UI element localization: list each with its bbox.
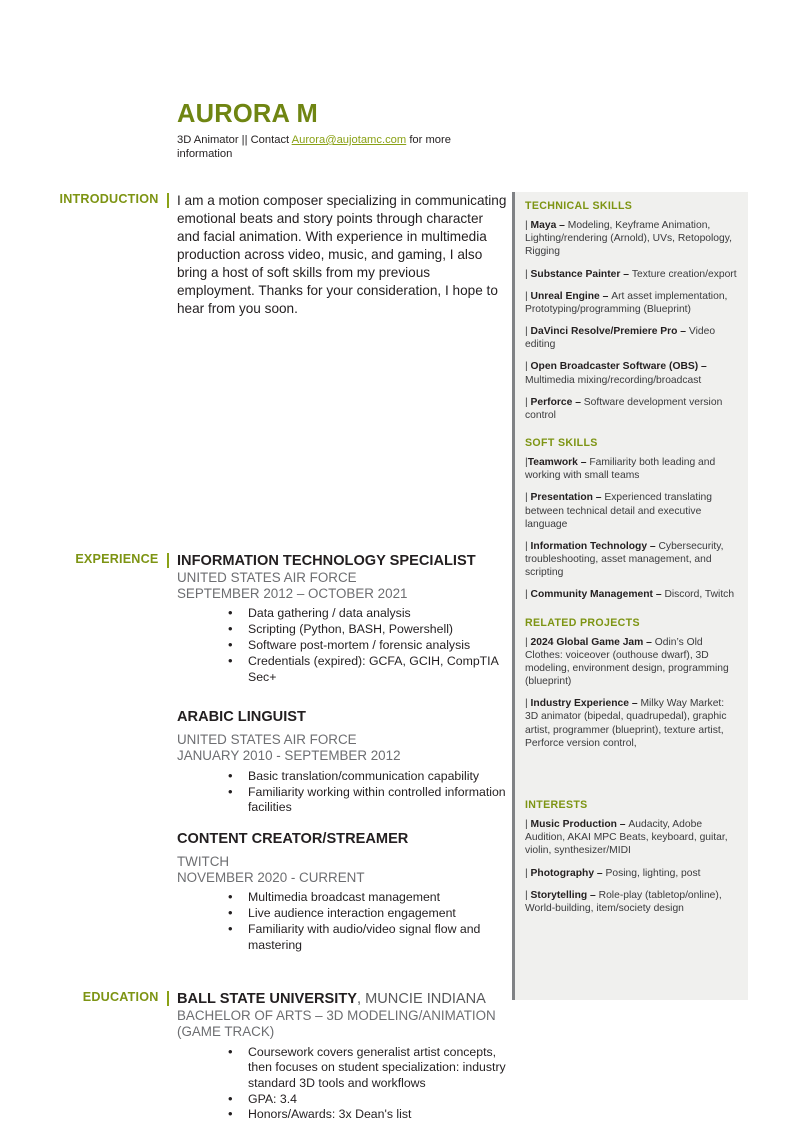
sidebar-item bbox=[525, 219, 738, 259]
sidebar-item bbox=[525, 491, 738, 531]
sidebar bbox=[512, 192, 748, 1000]
sidebar-item bbox=[525, 456, 738, 482]
sidebar-item bbox=[525, 697, 738, 750]
item-prefix: | bbox=[525, 589, 531, 601]
resume-header bbox=[177, 100, 507, 162]
section-divider-bar bbox=[167, 991, 170, 1006]
item-desc: Art asset implementation, Prototyping/programming (Blueprint) bbox=[525, 290, 728, 315]
education-body bbox=[177, 990, 509, 1123]
job-bullets bbox=[177, 769, 509, 816]
spacer-intro-experience bbox=[0, 319, 512, 552]
sidebar-heading: INTERESTS bbox=[525, 798, 588, 811]
education-entry bbox=[177, 990, 509, 1123]
contact-line bbox=[177, 133, 507, 162]
item-term: Music Production – bbox=[530, 818, 629, 830]
item-desc: Video editing bbox=[525, 326, 716, 351]
experience-body bbox=[177, 552, 509, 954]
experience-entry bbox=[177, 830, 509, 953]
item-prefix: | bbox=[525, 698, 531, 710]
item-prefix: | bbox=[525, 326, 531, 338]
sidebar-block-technical-skills bbox=[525, 200, 738, 422]
item-prefix: | bbox=[525, 457, 528, 469]
sidebar-item bbox=[525, 818, 738, 858]
sidebar-item bbox=[525, 268, 738, 281]
item-term: Photography – bbox=[530, 867, 606, 879]
item-prefix: | bbox=[525, 492, 531, 504]
list-item: • Basic translation/communication capability bbox=[177, 769, 509, 784]
list-item: • Familiarity working within controlled information facilities bbox=[177, 785, 509, 816]
spacer-experience-education bbox=[0, 954, 512, 990]
experience-entry bbox=[177, 708, 509, 816]
list-item: • Credentials (expired): GCFA, GCIH, CompTIA Sec+ bbox=[177, 654, 509, 685]
section-experience bbox=[0, 552, 512, 954]
section-label-education: EDUCATION bbox=[82, 989, 159, 1004]
job-org: TWITCH bbox=[177, 853, 230, 869]
item-prefix: | bbox=[525, 220, 531, 231]
item-term: Open Broadcaster Software (OBS) – bbox=[530, 361, 707, 373]
job-dates: JANUARY 2010 - SEPTEMBER 2012 bbox=[177, 748, 401, 764]
sidebar-item bbox=[525, 360, 738, 386]
item-desc: Odin’s Old Clothes: voiceover (outhouse dwarf), 3D modeling, environment design, programming (blueprint) bbox=[525, 636, 729, 688]
item-prefix: | bbox=[525, 818, 531, 830]
education-bullets bbox=[177, 1045, 509, 1123]
item-prefix: | bbox=[525, 268, 531, 280]
list-item: • Coursework covers generalist artist concepts, then focuses on student specialization: industry standard 3D tools and workflows bbox=[177, 1045, 509, 1091]
job-title: CONTENT CREATOR/STREAMER bbox=[177, 831, 409, 848]
item-prefix: | bbox=[525, 290, 531, 302]
main-content-column bbox=[0, 192, 512, 1123]
item-desc: Cybersecurity, troubleshooting, asset management, and scripting bbox=[525, 540, 724, 579]
school-location: , MUNCIE INDIANA bbox=[357, 990, 486, 1007]
degree: BACHELOR OF ARTS – 3D MODELING/ANIMATION (GAME TRACK) bbox=[177, 1007, 496, 1040]
experience-entry bbox=[177, 552, 509, 686]
item-term: Industry Experience – bbox=[530, 698, 641, 710]
item-prefix: | bbox=[525, 889, 531, 901]
school-name-bold: BALL STATE UNIVERSITY bbox=[177, 990, 357, 1007]
tagline-prefix: 3D Animator || Contact bbox=[177, 134, 292, 147]
sidebar-item bbox=[525, 636, 738, 689]
spacer-entry bbox=[177, 686, 509, 708]
item-desc: Familiarity both leading and working with small teams bbox=[525, 457, 716, 482]
item-term: Presentation – bbox=[530, 492, 605, 504]
item-desc: Posing, lighting, post bbox=[605, 867, 701, 879]
item-desc: Discord, Twitch bbox=[664, 589, 735, 601]
sidebar-block-related-projects bbox=[525, 617, 738, 750]
email-link[interactable]: Aurora@aujotamc.com bbox=[291, 134, 407, 147]
section-divider-bar bbox=[167, 193, 170, 208]
item-desc: Texture creation/export bbox=[631, 268, 737, 280]
item-desc: Milky Way Market: 3D animator (bipedal, quadrupedal), graphic artist, programmer (blueprint), texture artist, Perforce version control, bbox=[525, 698, 727, 749]
item-prefix: | bbox=[525, 361, 531, 373]
job-bullets bbox=[177, 890, 509, 953]
job-title: INFORMATION TECHNOLOGY SPECIALIST bbox=[177, 552, 476, 569]
sidebar-item bbox=[525, 889, 738, 915]
job-dates: SEPTEMBER 2012 – OCTOBER 2021 bbox=[177, 586, 408, 602]
item-prefix: | bbox=[525, 636, 531, 648]
list-item: • Data gathering / data analysis bbox=[177, 606, 509, 621]
section-label-experience: EXPERIENCE bbox=[75, 551, 159, 566]
item-desc: Software development version control bbox=[525, 396, 723, 421]
item-desc: Modeling, Keyframe Animation, Lighting/rendering (Arnold), UVs, Retopology, Rigging bbox=[525, 220, 733, 258]
sidebar-item bbox=[525, 290, 738, 316]
sidebar-item bbox=[525, 325, 738, 351]
item-term: 2024 Global Game Jam – bbox=[530, 636, 655, 648]
sidebar-item bbox=[525, 588, 738, 601]
section-divider-bar bbox=[167, 553, 170, 568]
list-item: • Multimedia broadcast management bbox=[177, 890, 509, 905]
item-term: Teamwork – bbox=[527, 457, 590, 469]
sidebar-block-soft-skills bbox=[525, 437, 738, 602]
section-label-experience-wrap bbox=[0, 552, 177, 570]
item-prefix: | bbox=[525, 396, 531, 408]
item-term: Perforce – bbox=[530, 396, 584, 408]
sidebar-heading: SOFT SKILLS bbox=[525, 437, 598, 450]
list-item: • Honors/Awards: 3x Dean's list bbox=[177, 1107, 509, 1122]
job-bullets bbox=[177, 606, 509, 685]
sidebar-item bbox=[525, 540, 738, 580]
section-label-introduction-wrap bbox=[0, 192, 177, 210]
item-term: Community Management – bbox=[530, 589, 665, 601]
item-term: Unreal Engine – bbox=[530, 290, 612, 302]
item-term: Storytelling – bbox=[530, 889, 599, 901]
sidebar-heading: TECHNICAL SKILLS bbox=[525, 200, 633, 212]
school-name bbox=[177, 990, 509, 1008]
section-education bbox=[0, 990, 512, 1123]
item-prefix: | bbox=[525, 867, 531, 879]
list-item: • Software post-mortem / forensic analysis bbox=[177, 638, 509, 653]
item-term: DaVinci Resolve/Premiere Pro – bbox=[530, 326, 689, 338]
introduction-body bbox=[177, 192, 509, 319]
section-label-education-wrap bbox=[0, 990, 177, 1008]
list-item: • GPA: 3.4 bbox=[177, 1092, 509, 1107]
job-title: ARABIC LINGUIST bbox=[177, 708, 306, 725]
item-term: Maya – bbox=[530, 220, 568, 231]
list-item: • Scripting (Python, BASH, Powershell) bbox=[177, 622, 509, 637]
page-title: AURORA M bbox=[177, 100, 318, 128]
job-org: UNITED STATES AIR FORCE bbox=[177, 569, 357, 585]
section-introduction bbox=[0, 192, 512, 319]
sidebar-heading: RELATED PROJECTS bbox=[525, 616, 640, 629]
introduction-text: I am a motion composer specializing in communicating emotional beats and story points through character and facial animation. With experience in multimedia production across video, music, and gaming, I also bring a host of soft skills from my previous employment. Thanks for your consideration, I hope to hear from you soon. bbox=[177, 193, 507, 317]
job-dates: NOVEMBER 2020 - CURRENT bbox=[177, 869, 365, 885]
list-item: • Live audience interaction engagement bbox=[177, 906, 509, 921]
job-org: UNITED STATES AIR FORCE bbox=[177, 732, 357, 748]
item-desc: Audacity, Adobe Audition, AKAI MPC Beats, keyboard, guitar, violin, synthesizer/MIDI bbox=[525, 818, 728, 857]
item-desc: Multimedia mixing/recording/broadcast bbox=[525, 374, 702, 386]
item-desc: Experienced translating between technical detail and executive language bbox=[525, 492, 712, 530]
section-label-introduction: INTRODUCTION bbox=[59, 192, 159, 206]
tagline-suffix: for more information bbox=[177, 134, 451, 161]
spacer-sidebar bbox=[525, 765, 738, 799]
sidebar-item bbox=[525, 867, 738, 880]
item-term: Information Technology – bbox=[530, 540, 659, 552]
spacer-entry bbox=[177, 816, 509, 830]
sidebar-item bbox=[525, 396, 738, 422]
item-desc: Role-play (tabletop/online), World-building, item/society design bbox=[525, 889, 722, 914]
item-term: Substance Painter – bbox=[530, 268, 632, 280]
list-item: • Familiarity with audio/video signal flow and mastering bbox=[177, 922, 509, 953]
item-prefix: | bbox=[525, 540, 531, 552]
sidebar-block-interests bbox=[525, 799, 738, 915]
